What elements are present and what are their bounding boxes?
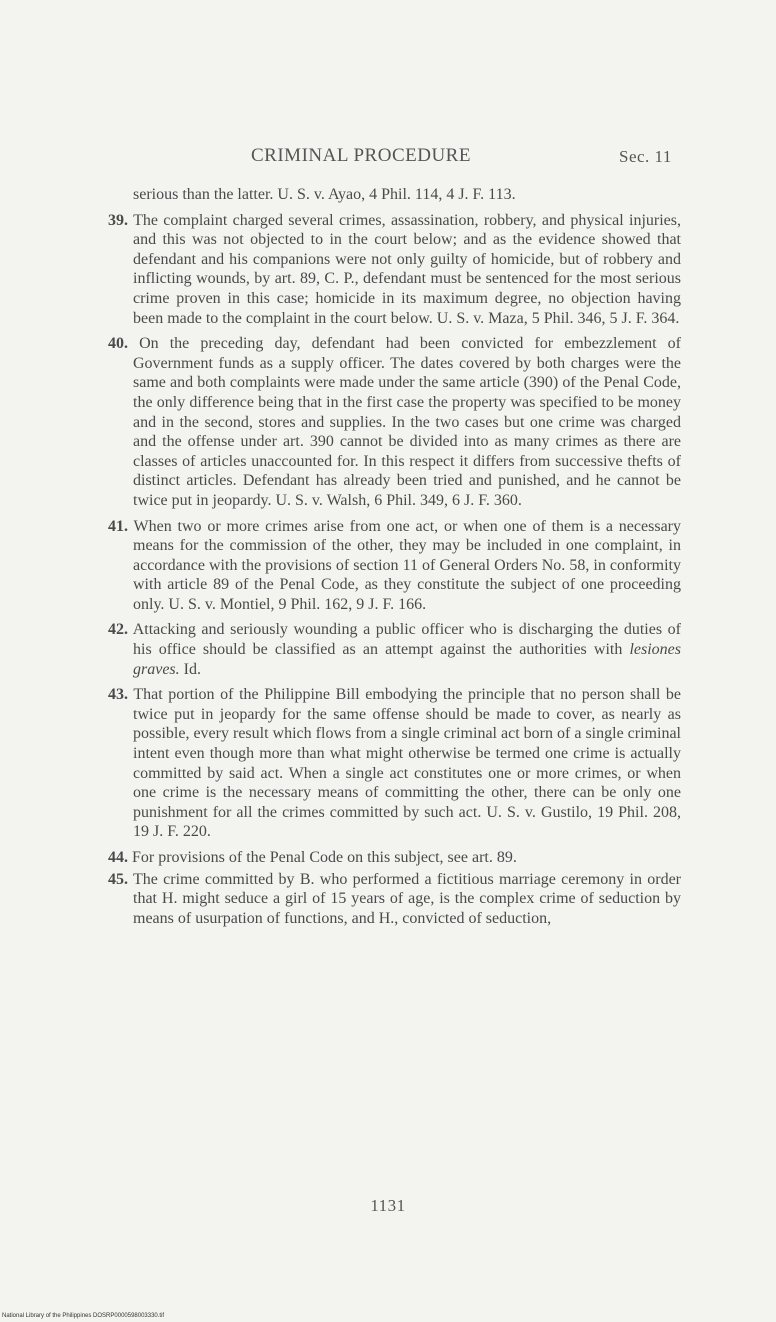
entry-text: That portion of the Philippine Bill embodying the principle that no person shall be twice put in jeopardy for the same offense should be made to cover, as nearly as possible, every result which flows from a single criminal act born of a single criminal intent even though more than what might otherwise be termed one crime is actually committed by said act. When a single act constitutes one or more crimes, or when one crime is the necessary means of committing the other, there can be only one punishment for all the crimes committed by such act. U. S. v. Gustilo, 19 Phil. 208, 19 J. F. 220. [133,686,682,841]
entry-42 [108,620,681,679]
entry-number: 41. [108,517,128,535]
entry-italic-term: lesiones graves. [133,641,681,678]
entry-text: The complaint charged several crimes, assassination, robbery, and physical injuries, and this was not objected to in the court below; and as the evidence showed that defendant and his companions were not only guilty of homicide, but of robbery and inflicting wounds, by art. 89, C. P., defendant must be sentenced for the most serious crime proven in this case; homicide in its maximum degree, no objection having been made to the complaint in the court below. U. S. v. Maza, 5 Phil. 346, 5 J. F. 364. [133,211,681,327]
running-title: CRIMINAL PROCEDURE [251,145,471,166]
entry-44 [108,848,681,868]
entry-41 [108,517,681,615]
continuation-paragraph: serious than the latter. U. S. v. Ayao, 4 Phil. 114, 4 J. F. 113. [133,186,516,203]
section-label: Sec. 11 [619,147,672,166]
entry-text: The crime committed by B. who performed a fictitious marriage ceremony in order that H. might seduce a girl of 15 years of age, is the complex crime of seduction by means of usurpation of functions, and H., convicted of seduction, [133,870,682,927]
entry-text: When two or more crimes arise from one act, or when one of them is a necessary means for the commission of the other, they may be included in one complaint, in accordance with the provisions of section 11 of General Orders No. 58, in conformity with article 89 of the Penal Code, as they constitute the subject of one proceeding only. U. S. v. Montiel, 9 Phil. 162, 9 J. F. 166. [133,517,681,613]
entry-45 [108,870,681,929]
entry-number: 39. [108,211,128,229]
body-text [108,185,681,934]
entry-number: 44. [108,849,128,866]
entry-number: 42. [108,621,128,639]
entry-number: 40. [108,335,128,353]
scan-credit: National Library of the Philippines DOSRP0000598003330.tif [2,1313,165,1319]
entry-number: 43. [108,686,128,704]
entry-citation: Id. [179,660,201,678]
entry-40 [108,334,681,510]
entry-text: On the preceding day, defendant had been convicted for embezzlement of Government funds as a supply officer. The dates covered by both charges were the same and both complaints were made under the same article (390) of the Penal Code, the only difference being that in the first case the property was specified to be money and in the second, stores and supplies. In the two cases but one crime was charged and the offense under art. 390 cannot be divided into as many crimes as there are classes of articles unaccounted for. In this respect it differs from successive thefts of distinct articles. Defendant has already been tried and punished, and he cannot be twice put in jeopardy. U. S. v. Walsh, 6 Phil. 349, 6 J. F. 360. [133,335,681,509]
running-header [0,145,776,171]
page-number: 1131 [370,1196,406,1215]
entry-43 [108,685,681,842]
entry-number: 45. [108,870,128,888]
entry-39 [108,211,681,329]
entry-text: Attacking and seriously wounding a public officer who is discharging the duties of his office should be classified as an attempt against the authorities with [132,621,681,659]
entry-text: For provisions of the Penal Code on this subject, see art. 89. [132,849,517,866]
